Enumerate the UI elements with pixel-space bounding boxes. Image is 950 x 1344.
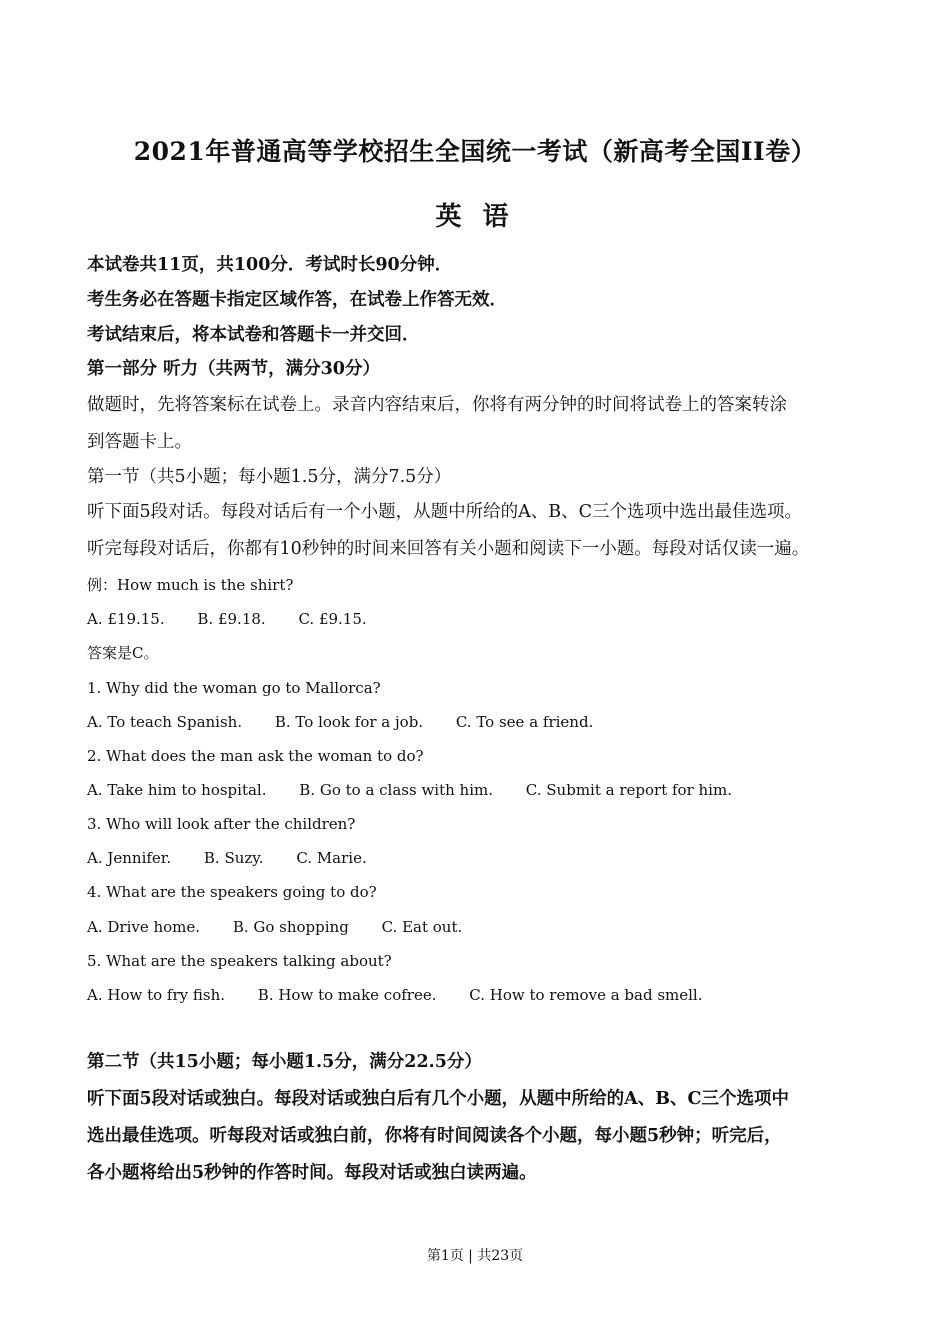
question-5-options [87, 983, 890, 1007]
example-question: 例：How much is the shirt? [87, 576, 294, 594]
section2-desc-line3: 各小题将给出5秒钟的作答时间。每段对话或独白读两遍。 [87, 1163, 537, 1183]
q1-option-a: A. To teach Spanish. [87, 713, 243, 731]
example-answer: 答案是C。 [87, 644, 159, 662]
question-5: 5. What are the speakers talking about? [87, 952, 392, 970]
question-2: 2. What does the man ask the woman to do? [87, 747, 424, 765]
section2-desc-line1: 听下面5段对话或独白。每段对话或独白后有几个小题，从题中所给的A、B、C三个选项中 [87, 1089, 789, 1109]
section1-heading: 第一节（共5小题；每小题1.5分，满分7.5分） [87, 467, 452, 487]
q4-option-a: A. Drive home. [87, 918, 201, 936]
example-option-a: A. £19.15. [87, 610, 165, 628]
q5-option-b: B. How to make cofree. [257, 986, 437, 1004]
section1-desc-line1: 听下面5段对话。每段对话后有一个小题，从题中所给的A、B、C三个选项中选出最佳选项。 [87, 502, 803, 522]
question-1: 1. Why did the woman go to Mallorca? [87, 679, 381, 697]
question-3-options [87, 846, 890, 870]
instruction-2: 考生务必在答题卡指定区域作答，在试卷上作答无效． [87, 290, 507, 310]
subject-title: 英 语 [435, 202, 515, 232]
q2-option-a: A. Take him to hospital. [87, 781, 267, 799]
question-3: 3. Who will look after the children? [87, 815, 356, 833]
section2-desc-line2: 选出最佳选项。听每段对话或独白前，你将有时间阅读各个小题，每小题5秒钟；听完后， [87, 1126, 782, 1146]
example-options [87, 607, 890, 631]
instruction-1: 本试卷共11页，共100分．考试时长90分钟． [87, 255, 453, 275]
q3-option-c: C. Marie. [296, 849, 367, 867]
section1-desc-line2: 听完每段对话后，你都有10秒钟的时间来回答有关小题和阅读下一小题。每段对话仅读一遍。 [87, 539, 810, 559]
exam-title: 2021年普通高等学校招生全国统一考试（新高考全国II卷） [133, 137, 817, 166]
question-2-options [87, 778, 890, 802]
q3-option-b: B. Suzy. [203, 849, 264, 867]
q5-option-c: C. How to remove a bad smell. [469, 986, 703, 1004]
part1-intro-line1: 做题时，先将答案标在试卷上。录音内容结束后，你将有两分钟的时间将试卷上的答案转涂 [87, 395, 787, 415]
example-option-b: B. £9.18. [197, 610, 266, 628]
instruction-3: 考试结束后，将本试卷和答题卡一并交回． [87, 325, 420, 345]
page-footer: 第1页 | 共23页 [426, 1248, 524, 1264]
question-4-options [87, 915, 890, 939]
q3-option-a: A. Jennifer. [87, 849, 172, 867]
q5-option-a: A. How to fry fish. [87, 986, 226, 1004]
q2-option-c: C. Submit a report for him. [525, 781, 732, 799]
q1-option-c: C. To see a friend. [455, 713, 594, 731]
q1-option-b: B. To look for a job. [274, 713, 424, 731]
question-4: 4. What are the speakers going to do? [87, 883, 377, 901]
q4-option-c: C. Eat out. [381, 918, 463, 936]
part1-heading: 第一部分 听力（共两节，满分30分） [87, 359, 380, 379]
question-1-options [87, 710, 890, 734]
q4-option-b: B. Go shopping [232, 918, 349, 936]
example-option-c: C. £9.15. [298, 610, 367, 628]
section2-heading: 第二节（共15小题；每小题1.5分，满分22.5分） [87, 1052, 482, 1072]
part1-intro-line2: 到答题卡上。 [87, 432, 192, 452]
q2-option-b: B. Go to a class with him. [299, 781, 494, 799]
